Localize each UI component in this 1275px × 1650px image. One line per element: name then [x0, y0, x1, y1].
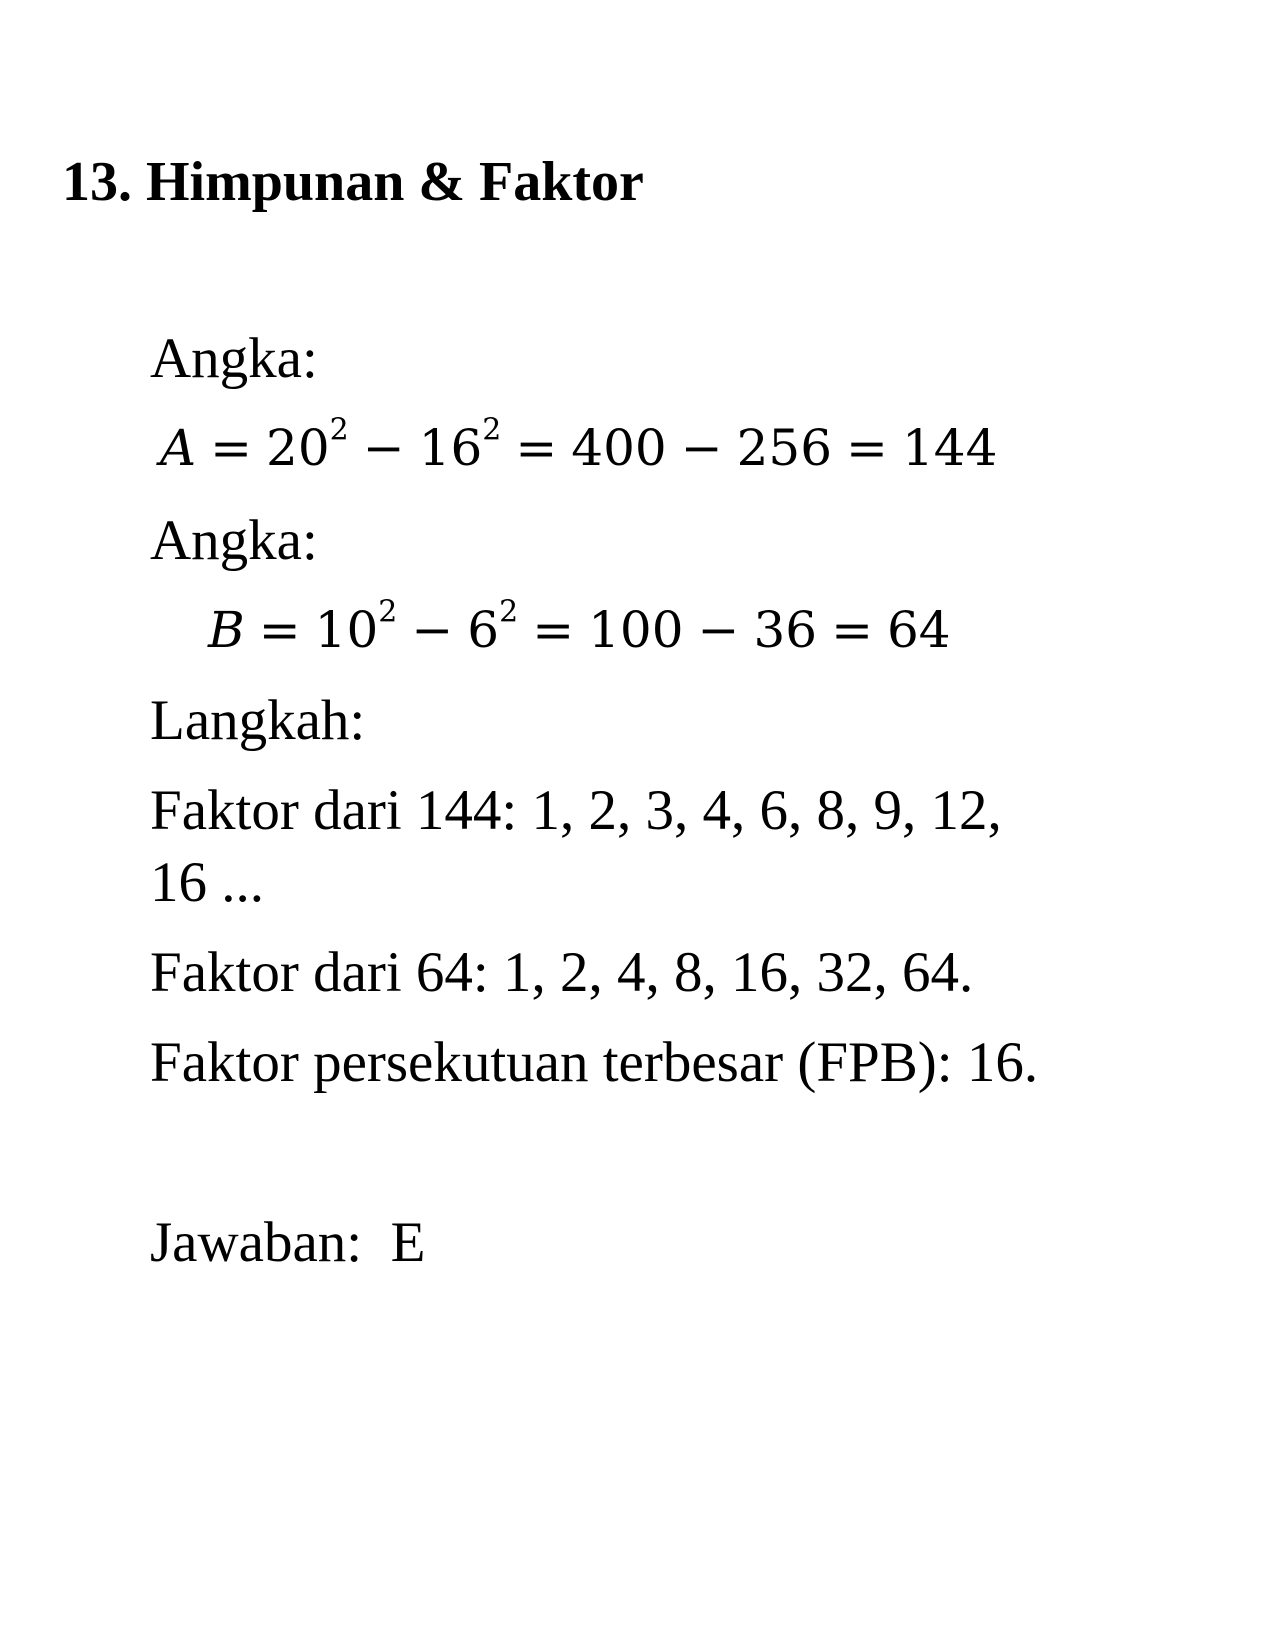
section-title: Himpunan & Faktor [146, 151, 644, 213]
minus-sign: − [680, 419, 723, 477]
equals-sign: = [210, 419, 253, 477]
equation-b-base1: 10 [314, 601, 379, 659]
equation-a [160, 412, 998, 478]
equals-sign: = [515, 419, 558, 477]
factors-144-line1: Faktor dari 144: 1, 2, 3, 4, 6, 8, 9, 12, [150, 779, 1002, 842]
equation-b-exp1: 2 [378, 594, 398, 630]
equation-b-val2: 36 [753, 601, 818, 659]
equation-a-exp2: 2 [482, 412, 502, 448]
equation-a-base1: 20 [266, 419, 330, 477]
minus-sign: − [362, 419, 405, 477]
equation-a-val1: 400 [571, 419, 667, 477]
equation-a-exp1: 2 [329, 412, 349, 448]
section-heading [62, 150, 644, 214]
factors-144-line2: 16 ... [150, 851, 264, 914]
equation-a-base2: 16 [418, 419, 483, 477]
equation-b [208, 594, 951, 660]
minus-sign: − [411, 601, 454, 659]
answer: Jawaban: E [150, 1211, 426, 1274]
equals-sign: = [846, 419, 888, 477]
label-angka-b: Angka: [150, 509, 318, 572]
equals-sign: = [831, 601, 873, 659]
equation-a-result: 144 [901, 419, 998, 477]
equation-a-variable: A [160, 419, 197, 477]
equation-a-val2: 256 [736, 419, 833, 477]
equals-sign: = [532, 601, 575, 659]
section-number: 13. [62, 151, 132, 213]
equation-b-result: 64 [886, 601, 951, 659]
gcd-statement: Faktor persekutuan terbesar (FPB): 16. [150, 1031, 1039, 1094]
equation-b-variable: B [208, 601, 245, 659]
equation-b-base2: 6 [467, 601, 500, 659]
label-angka-a: Angka: [150, 327, 318, 390]
equation-b-exp2: 2 [499, 594, 519, 630]
factors-64: Faktor dari 64: 1, 2, 4, 8, 16, 32, 64. [150, 941, 974, 1004]
minus-sign: − [697, 601, 740, 659]
equation-b-val1: 100 [588, 601, 684, 659]
label-langkah: Langkah: [150, 689, 366, 752]
equals-sign: = [258, 601, 301, 659]
